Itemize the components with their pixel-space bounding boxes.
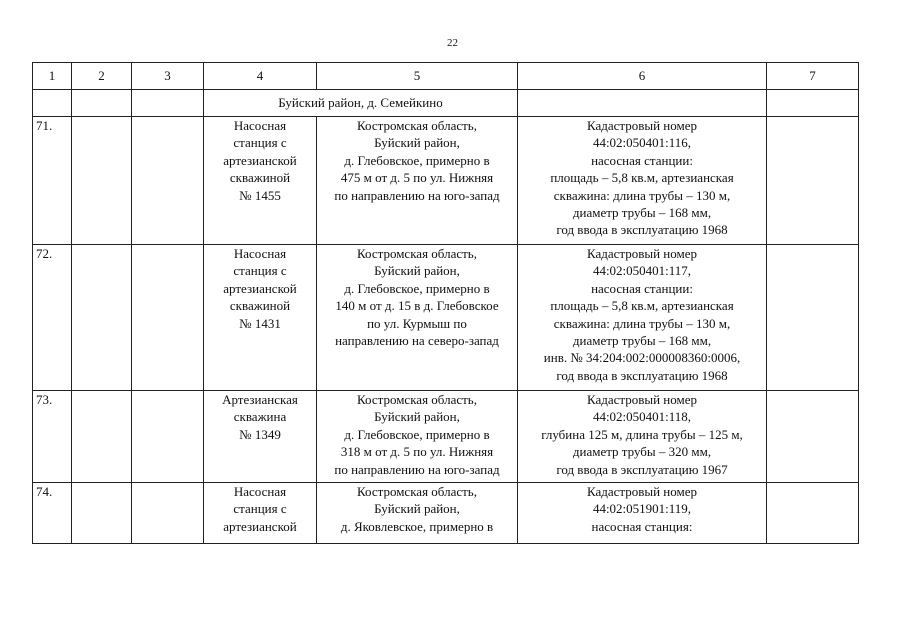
cell-col-3	[132, 391, 204, 483]
object-details-line: 44:02:050401:116,	[592, 135, 692, 151]
object-details-line: площадь – 5,8 кв.м, артезианская	[550, 170, 734, 186]
object-address-line: Костромская область,	[356, 118, 477, 133]
table-row	[33, 245, 859, 391]
row-number: 73.	[33, 391, 72, 483]
object-details	[518, 117, 767, 245]
table-row	[33, 117, 859, 245]
object-address-line: 475 м от д. 5 по ул. Нижняя	[340, 170, 494, 186]
cell-col-7	[767, 483, 859, 544]
locality-cell-7	[767, 90, 859, 117]
object-details-line: 44:02:051901:119,	[592, 501, 692, 517]
object-name	[204, 117, 317, 245]
object-details-line: скважина: длина трубы – 130 м,	[553, 315, 731, 331]
object-address-line: по ул. Курмыш по	[367, 315, 467, 331]
object-details-line: насосная станция:	[591, 518, 693, 534]
object-details-line: площадь – 5,8 кв.м, артезианская	[550, 298, 734, 314]
header-cell-7: 7	[767, 63, 859, 90]
object-address-line: д. Глебовское, примерно в	[344, 280, 490, 296]
locality-cell-3	[132, 90, 204, 117]
cell-col-7	[767, 391, 859, 483]
table-row	[33, 391, 859, 483]
object-details-line: год ввода в эксплуатацию 1968	[556, 367, 728, 383]
cell-col-3	[132, 117, 204, 245]
object-address-line: Буйский район,	[374, 135, 460, 151]
header-cell-4: 4	[204, 63, 317, 90]
object-name-line: Насосная	[233, 246, 287, 261]
object-name	[204, 245, 317, 391]
cell-col-7	[767, 117, 859, 245]
object-name-line: скважиной	[229, 298, 291, 314]
header-cell-6: 6	[518, 63, 767, 90]
registry-table	[32, 62, 859, 544]
object-details-line: 44:02:050401:118,	[592, 409, 692, 425]
object-address-line: д. Глебовское, примерно в	[344, 426, 490, 442]
object-details-line: 44:02:050401:117,	[592, 263, 692, 279]
object-address-line: по направлению на юго-запад	[334, 461, 500, 477]
object-details-line: глубина 125 м, длина трубы – 125 м,	[541, 426, 743, 442]
object-address-line: Буйский район,	[374, 263, 460, 279]
object-address	[317, 391, 518, 483]
cell-col-3	[132, 483, 204, 544]
object-address	[317, 245, 518, 391]
object-name-line: Насосная	[233, 484, 287, 499]
object-address-line: Буйский район,	[374, 409, 460, 425]
object-details	[518, 245, 767, 391]
cell-col-3	[132, 245, 204, 391]
object-details-line: год ввода в эксплуатацию 1967	[556, 461, 728, 477]
object-name-line: № 1431	[239, 315, 281, 331]
object-name-line: артезианской	[223, 280, 297, 296]
object-address	[317, 117, 518, 245]
cell-col-2	[72, 117, 132, 245]
object-name	[204, 391, 317, 483]
header-cell-5: 5	[317, 63, 518, 90]
object-name-line: станция с	[233, 263, 287, 279]
object-details-line: год ввода в эксплуатацию 1968	[556, 222, 728, 238]
object-details-line: Кадастровый номер	[586, 484, 698, 499]
object-address-line: по направлению на юго-запад	[334, 187, 500, 203]
object-name-line: артезианской	[223, 518, 297, 534]
object-name-line: Артезианская	[222, 392, 298, 407]
header-cell-1: 1	[33, 63, 72, 90]
object-name-line: № 1455	[239, 187, 281, 203]
object-details-line: диаметр трубы – 320 мм,	[572, 444, 712, 460]
object-address-line: Костромская область,	[356, 484, 477, 499]
row-number: 71.	[33, 117, 72, 245]
object-address-line: Костромская область,	[356, 392, 477, 407]
object-details-line: диаметр трубы – 168 мм,	[572, 205, 712, 221]
header-cell-2: 2	[72, 63, 132, 90]
row-number: 72.	[33, 245, 72, 391]
table-row	[33, 483, 859, 544]
object-address-line: 140 м от д. 15 в д. Глебовское	[335, 298, 499, 314]
object-address-line: Буйский район,	[374, 501, 460, 517]
object-name	[204, 483, 317, 544]
object-address-line: направлению на северо-запад	[335, 333, 499, 349]
object-address-line: д. Глебовское, примерно в	[344, 152, 490, 168]
object-address-line: 318 м от д. 5 по ул. Нижняя	[340, 444, 494, 460]
row-number: 74.	[33, 483, 72, 544]
object-details-line: скважина: длина трубы – 130 м,	[553, 187, 731, 203]
object-details-line: насосная станции:	[591, 152, 693, 168]
page-number: 22	[447, 37, 458, 49]
cell-col-2	[72, 391, 132, 483]
object-details-line: насосная станции:	[591, 280, 693, 296]
object-details-line: диаметр трубы – 168 мм,	[572, 333, 712, 349]
locality-cell-2	[72, 90, 132, 117]
locality-cell-1	[33, 90, 72, 117]
object-address-line: Костромская область,	[356, 246, 477, 261]
object-address	[317, 483, 518, 544]
object-address-line: д. Яковлевское, примерно в	[340, 518, 494, 534]
object-details-line: Кадастровый номер	[586, 118, 698, 133]
object-details-line: Кадастровый номер	[586, 246, 698, 261]
object-details	[518, 391, 767, 483]
object-name-line: станция с	[233, 135, 287, 151]
cell-col-7	[767, 245, 859, 391]
header-row	[33, 63, 859, 90]
cell-col-2	[72, 245, 132, 391]
cell-col-2	[72, 483, 132, 544]
header-cell-3: 3	[132, 63, 204, 90]
object-name-line: скважиной	[229, 170, 291, 186]
object-name-line: артезианской	[223, 152, 297, 168]
locality-name: Буйский район, д. Семейкино	[204, 90, 518, 117]
object-details	[518, 483, 767, 544]
object-name-line: № 1349	[239, 426, 281, 442]
object-name-line: скважина	[233, 409, 287, 425]
object-name-line: Насосная	[233, 118, 287, 133]
locality-row	[33, 90, 859, 117]
locality-cell-6	[518, 90, 767, 117]
object-name-line: станция с	[233, 501, 287, 517]
object-details-line: инв. № 34:204:002:000008360:0006,	[543, 350, 741, 366]
object-details-line: Кадастровый номер	[586, 392, 698, 407]
